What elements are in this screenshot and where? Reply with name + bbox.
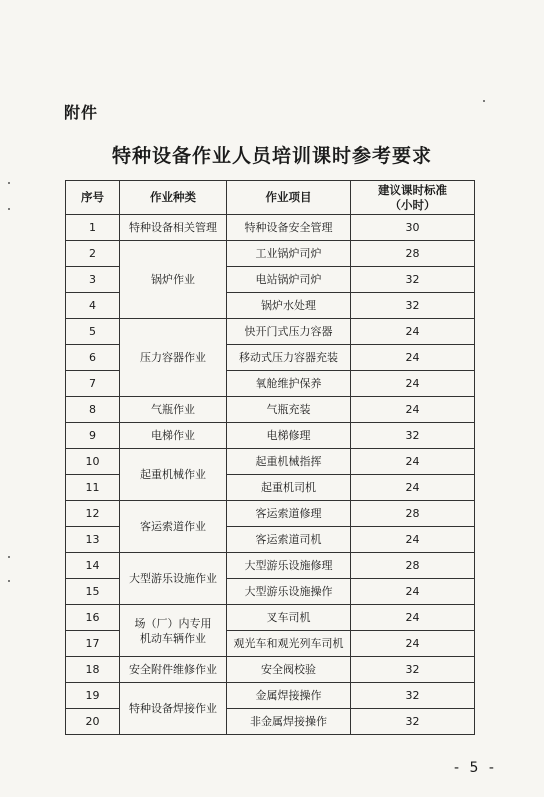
row-item: 安全阀校验 — [227, 657, 351, 683]
row-no: 17 — [66, 631, 120, 657]
row-hours: 32 — [351, 267, 475, 293]
table-row — [66, 449, 475, 475]
row-hours: 28 — [351, 553, 475, 579]
row-no: 10 — [66, 449, 120, 475]
page-number: - 5 - — [454, 760, 497, 776]
table-row — [66, 605, 475, 631]
row-no: 16 — [66, 605, 120, 631]
row-no: 8 — [66, 397, 120, 423]
row-item: 客运索道司机 — [227, 527, 351, 553]
row-hours: 24 — [351, 579, 475, 605]
row-item: 氧舱维护保养 — [227, 371, 351, 397]
row-hours: 24 — [351, 319, 475, 345]
table-header-row — [66, 181, 475, 215]
row-no: 9 — [66, 423, 120, 449]
row-item: 工业锅炉司炉 — [227, 241, 351, 267]
row-no: 4 — [66, 293, 120, 319]
row-item: 非金属焊接操作 — [227, 709, 351, 735]
row-hours: 24 — [351, 371, 475, 397]
table-row — [66, 423, 475, 449]
row-type: 锅炉作业 — [120, 241, 227, 319]
row-no: 1 — [66, 215, 120, 241]
table-row — [66, 319, 475, 345]
header-type: 作业种类 — [120, 181, 227, 215]
training-hours-table — [65, 180, 475, 735]
scan-speck — [8, 580, 10, 582]
row-no: 19 — [66, 683, 120, 709]
row-type: 客运索道作业 — [120, 501, 227, 553]
row-no: 13 — [66, 527, 120, 553]
row-item: 大型游乐设施操作 — [227, 579, 351, 605]
row-type: 特种设备焊接作业 — [120, 683, 227, 735]
row-item: 气瓶充装 — [227, 397, 351, 423]
row-type: 压力容器作业 — [120, 319, 227, 397]
row-item: 锅炉水处理 — [227, 293, 351, 319]
row-item: 金属焊接操作 — [227, 683, 351, 709]
row-item: 特种设备安全管理 — [227, 215, 351, 241]
row-no: 20 — [66, 709, 120, 735]
table-row — [66, 241, 475, 267]
row-hours: 24 — [351, 345, 475, 371]
row-no: 15 — [66, 579, 120, 605]
row-item: 移动式压力容器充装 — [227, 345, 351, 371]
row-hours: 24 — [351, 475, 475, 501]
row-hours: 24 — [351, 397, 475, 423]
scan-speck — [483, 100, 485, 102]
table-row — [66, 553, 475, 579]
row-no: 11 — [66, 475, 120, 501]
row-item: 客运索道修理 — [227, 501, 351, 527]
row-no: 5 — [66, 319, 120, 345]
header-item: 作业项目 — [227, 181, 351, 215]
table-row — [66, 397, 475, 423]
scan-speck — [8, 182, 10, 184]
row-type: 特种设备相关管理 — [120, 215, 227, 241]
row-hours: 24 — [351, 631, 475, 657]
row-hours: 32 — [351, 709, 475, 735]
row-hours: 30 — [351, 215, 475, 241]
table-row — [66, 215, 475, 241]
row-hours: 24 — [351, 605, 475, 631]
header-hours — [351, 181, 475, 215]
row-item: 起重机司机 — [227, 475, 351, 501]
row-hours: 24 — [351, 527, 475, 553]
header-hours-line1: 建议课时标准 — [378, 182, 447, 197]
row-hours: 32 — [351, 293, 475, 319]
row-no: 12 — [66, 501, 120, 527]
row-hours: 32 — [351, 683, 475, 709]
row-type: 电梯作业 — [120, 423, 227, 449]
row-no: 7 — [66, 371, 120, 397]
row-item: 电站锅炉司炉 — [227, 267, 351, 293]
row-type — [120, 605, 227, 657]
row-type: 气瓶作业 — [120, 397, 227, 423]
table-row — [66, 683, 475, 709]
document-title: 特种设备作业人员培训课时参考要求 — [111, 145, 432, 167]
row-type-line2: 机动车辆作业 — [140, 631, 206, 645]
row-item: 电梯修理 — [227, 423, 351, 449]
table-row — [66, 657, 475, 683]
row-hours: 28 — [351, 501, 475, 527]
attachment-label: 附件 — [64, 103, 99, 122]
row-no: 18 — [66, 657, 120, 683]
header-hours-line2: （小时） — [389, 197, 436, 212]
row-hours: 24 — [351, 449, 475, 475]
row-no: 14 — [66, 553, 120, 579]
row-no: 2 — [66, 241, 120, 267]
scan-speck — [8, 208, 10, 210]
row-item: 起重机械指挥 — [227, 449, 351, 475]
row-hours: 28 — [351, 241, 475, 267]
row-type-line1: 场（厂）内专用 — [134, 616, 212, 630]
row-type: 安全附件维修作业 — [120, 657, 227, 683]
scan-speck — [8, 556, 10, 558]
row-item: 观光车和观光列车司机 — [227, 631, 351, 657]
row-hours: 32 — [351, 657, 475, 683]
row-type: 大型游乐设施作业 — [120, 553, 227, 605]
table-row — [66, 501, 475, 527]
row-hours: 32 — [351, 423, 475, 449]
row-no: 3 — [66, 267, 120, 293]
row-item: 叉车司机 — [227, 605, 351, 631]
row-type: 起重机械作业 — [120, 449, 227, 501]
header-no: 序号 — [66, 181, 120, 215]
row-item: 大型游乐设施修理 — [227, 553, 351, 579]
row-item: 快开门式压力容器 — [227, 319, 351, 345]
row-no: 6 — [66, 345, 120, 371]
